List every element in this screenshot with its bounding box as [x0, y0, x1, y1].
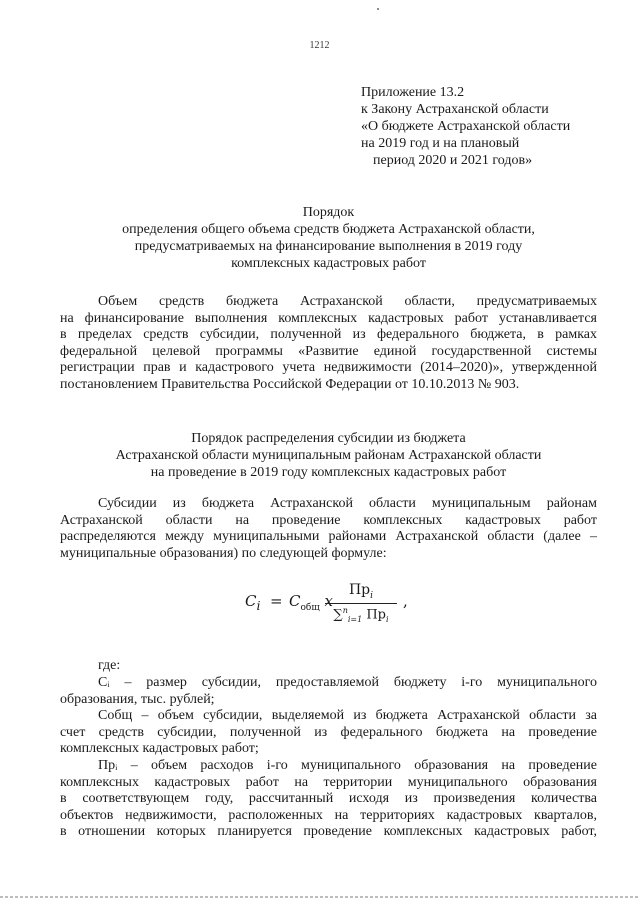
section2-line: на проведение в 2019 году комплексных кадастровых работ: [150, 465, 507, 480]
section1-title: Порядок: [302, 205, 355, 220]
where-label: где:: [98, 658, 121, 673]
section2-line: Порядок распределения субсидии из бюджета: [191, 431, 466, 446]
section1-heading: [60, 204, 597, 272]
page-number: 1212: [309, 40, 330, 51]
paragraph-line: постановлением Правительства Российской Федерации от 10.10.2013 № 903.: [60, 376, 520, 392]
paragraph-line: федеральной целевой программы «Развитие единой государственной системы: [60, 343, 597, 359]
appendix-line: период 2020 и 2021 годов»: [373, 153, 533, 168]
formula-comma: ,: [403, 592, 408, 610]
appendix-line: на 2019 год и на плановый: [361, 136, 520, 151]
where-label-block: [60, 658, 597, 675]
definition-line: Cᵢ – размер субсидии, предоставляемой бюджету i-го муниципального: [98, 675, 597, 690]
appendix-header: [361, 84, 570, 169]
paragraph-line: в пределах средств субсидии, полученной из федерального бюджета, в рамках: [60, 327, 597, 342]
paragraph-line: на финансирование выполнения комплексных кадастровых работ устанавливается: [60, 310, 597, 326]
definition-line: в соответствующем году, рассчитанный исходя из произведения количества: [60, 791, 597, 806]
paragraph-line: муниципальные образования) по следующей формуле:: [60, 545, 387, 561]
formula-fraction: [325, 582, 397, 624]
definition-ci: [60, 675, 597, 708]
formula-denominator: ∑$^n_{i=1}$ $Пр_i$: [333, 605, 389, 624]
definition-line: в отношении которых планируется проведение комплексных кадастровых работ,: [60, 824, 597, 839]
formula-numerator: $Пр_i$: [348, 582, 374, 601]
paragraph-line: регистрации прав и кадастрового учета недвижимости (2014–2020)», утвержденной: [60, 360, 597, 375]
formula-total: $C_{общ}$ x: [289, 592, 333, 613]
section1-subtitle: комплексных кадастровых работ: [231, 256, 426, 271]
paragraph-line: Субсидии из бюджета Астраханской области муниципальным районам: [98, 496, 597, 511]
appendix-line: «О бюджете Астраханской области: [361, 119, 571, 134]
section2-heading: [60, 430, 597, 481]
paragraph-line: Астраханской области на проведение комплексных кадастровых работ: [60, 512, 597, 528]
paragraph-1: [60, 294, 597, 393]
definition-line: комплексных кадастровых работ на территории муниципального образования: [60, 774, 597, 790]
paragraph-line: распределяются между муниципальными районами Астраханской области (далее –: [60, 529, 597, 544]
definition-line: счет средств субсидии, полученной из федерального бюджета на проведение: [60, 724, 597, 740]
definition-line: образования, тыс. рублей;: [60, 691, 215, 707]
scan-speck: [377, 8, 379, 10]
definition-line: объектов недвижимости, расположенных на территориях кадастровых кварталов,: [60, 807, 597, 823]
definition-line: комплексных кадастровых работ;: [60, 741, 259, 756]
definition-cobsh: [60, 708, 597, 758]
definition-line: Cобщ – объем субсидии, выделяемой из бюджета Астраханской области за: [98, 708, 597, 723]
section1-subtitle: определения общего объема средств бюджета Астраханской области,: [122, 222, 535, 237]
subsidy-formula: [245, 578, 445, 634]
scan-bottom-edge: [0, 896, 639, 898]
paragraph-2: [60, 496, 597, 562]
definition-line: Прᵢ – объем расходов i-го муниципального образования на проведение: [98, 758, 597, 773]
section2-line: Астраханской области муниципальным районам Астраханской области: [115, 448, 542, 463]
definition-pri: [60, 758, 597, 841]
formula-lhs: $C_i$ =: [245, 592, 283, 613]
section1-subtitle: предусматриваемых на финансирование выполнения в 2019 году: [134, 239, 523, 254]
appendix-line: Приложение 13.2: [361, 85, 465, 100]
paragraph-line: Объем средств бюджета Астраханской области, предусматриваемых: [98, 294, 597, 309]
appendix-line: к Закону Астраханской области: [361, 102, 549, 117]
